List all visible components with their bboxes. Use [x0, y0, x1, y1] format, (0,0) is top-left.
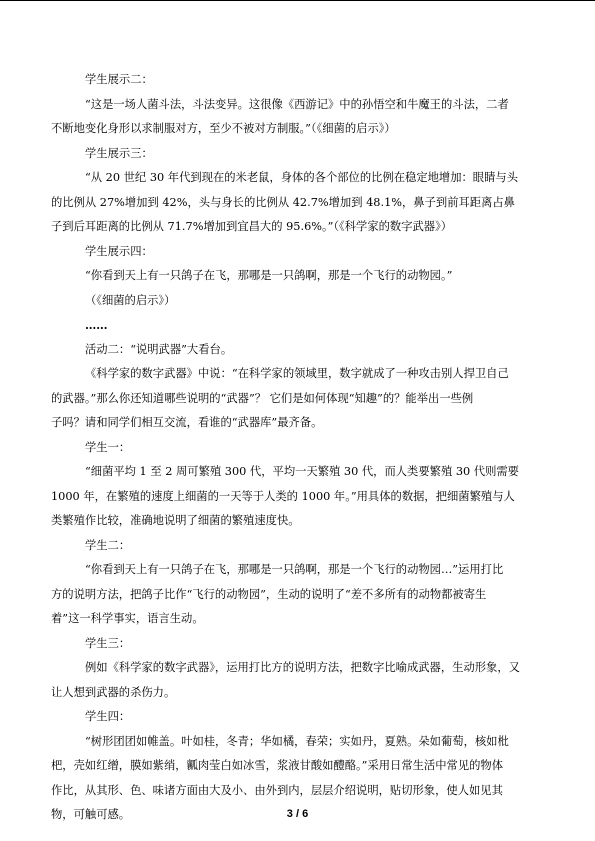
paragraph-line: 着”这一科学事实，语言生动。: [51, 612, 204, 625]
paragraph-line: 活动二：“说明武器”大看台。: [85, 342, 233, 356]
paragraph-line: 学生三：: [85, 636, 131, 650]
paragraph-line: “你看到天上有一只鸽子在飞，那哪是一只鸽啊，那是一个飞行的动物园…”运用打比: [85, 563, 504, 576]
paragraph-line: “这是一场人菌斗法，斗法变异。这很像《西游记》中的孙悟空和牛魔王的斗法，二者: [85, 97, 509, 111]
paragraph-line: “你看到天上有一只鸽子在飞，那哪是一只鸽啊，那是一个飞行的动物园。”: [85, 269, 453, 282]
paragraph-line: 1000 年，在繁殖的速度上细菌的一天等于人类的 1000 年。”用具体的数据，把细菌繁殖与人: [51, 489, 515, 503]
paragraph-line: 《科学家的数字武器》中说：“在科学家的领域里，数字就成了一种攻击别人捍卫自己: [85, 367, 509, 380]
paragraph-line: “从 20 世纪 30 年代到现在的米老鼠，身体的各个部位的比例在稳定地增加：眼睛与头: [85, 171, 518, 184]
ellipsis-line: ……: [85, 318, 108, 332]
paragraph-line: 物，可触可感。: [51, 808, 131, 821]
paragraph-line: 学生展示三：: [85, 146, 153, 160]
paragraph-line: 作比，从其形、色、味诸方面由大及小、由外到内，层层介绍说明，贴切形象，使人如见其: [51, 783, 503, 797]
paragraph-line: 让人想到武器的杀伤力。: [51, 685, 176, 699]
paragraph-line: 学生展示四：: [85, 244, 153, 258]
paragraph-line: 学生展示二：: [85, 73, 153, 86]
document-body: [51, 68, 546, 828]
paragraph-line: 杷，壳如红缯，膜如紫绡，瓤肉莹白如冰雪，浆液甘酸如醴酪。”采用日常生活中常见的物体: [51, 759, 504, 772]
paragraph-line: 子吗？请和同学们相互交流，看谁的“武器库”最齐备。: [51, 416, 323, 429]
paragraph-line: 的武器。”那么你还知道哪些说明的“武器”？ 它们是如何体现“知趣”的？能举出一些例: [51, 391, 474, 405]
paragraph-line: 子到后耳距离的比例从 71.7%增加到宜昌大的 95.6%。”（《科学家的数字武器》）: [51, 220, 453, 233]
paragraph-line: 不断地变化身形以求制服对方，至少不被对方制服。”（《细菌的启示》）: [51, 122, 396, 135]
paragraph-line: 类繁殖作比较，准确地说明了细菌的繁殖速度快。: [51, 514, 300, 527]
paragraph-line: 学生四：: [85, 710, 131, 723]
paragraph-line: 的比例从 27%增加到 42%，头与身长的比例从 42.7%增加到 48.1%，鼻子到前耳距离占鼻: [51, 195, 515, 209]
top-rule: [0, 0, 595, 1]
paragraph-line: 例如《科学家的数字武器》，运用打比方的说明方法，把数字比喻成武器，生动形象，又: [85, 661, 520, 674]
paragraph-line: “树形团团如帷盖。叶如桂，冬青；华如橘，春荣；实如丹，夏熟。朵如葡萄，核如枇: [85, 734, 509, 748]
paragraph-line: 学生二：: [85, 538, 131, 552]
paragraph-line: 方的说明方法，把鸽子比作“飞行的动物园”，生动的说明了“差不多所有的动物都被寄生: [51, 587, 487, 601]
paragraph-line: 学生一：: [85, 440, 131, 454]
page-number: 3 / 6: [286, 808, 309, 820]
paragraph-line: （《细菌的启示》）: [85, 293, 176, 307]
paragraph-line: “细菌平均 1 至 2 周可繁殖 300 代，平均一天繁殖 30 代，而人类要繁殖 30 代则需要: [85, 465, 519, 478]
